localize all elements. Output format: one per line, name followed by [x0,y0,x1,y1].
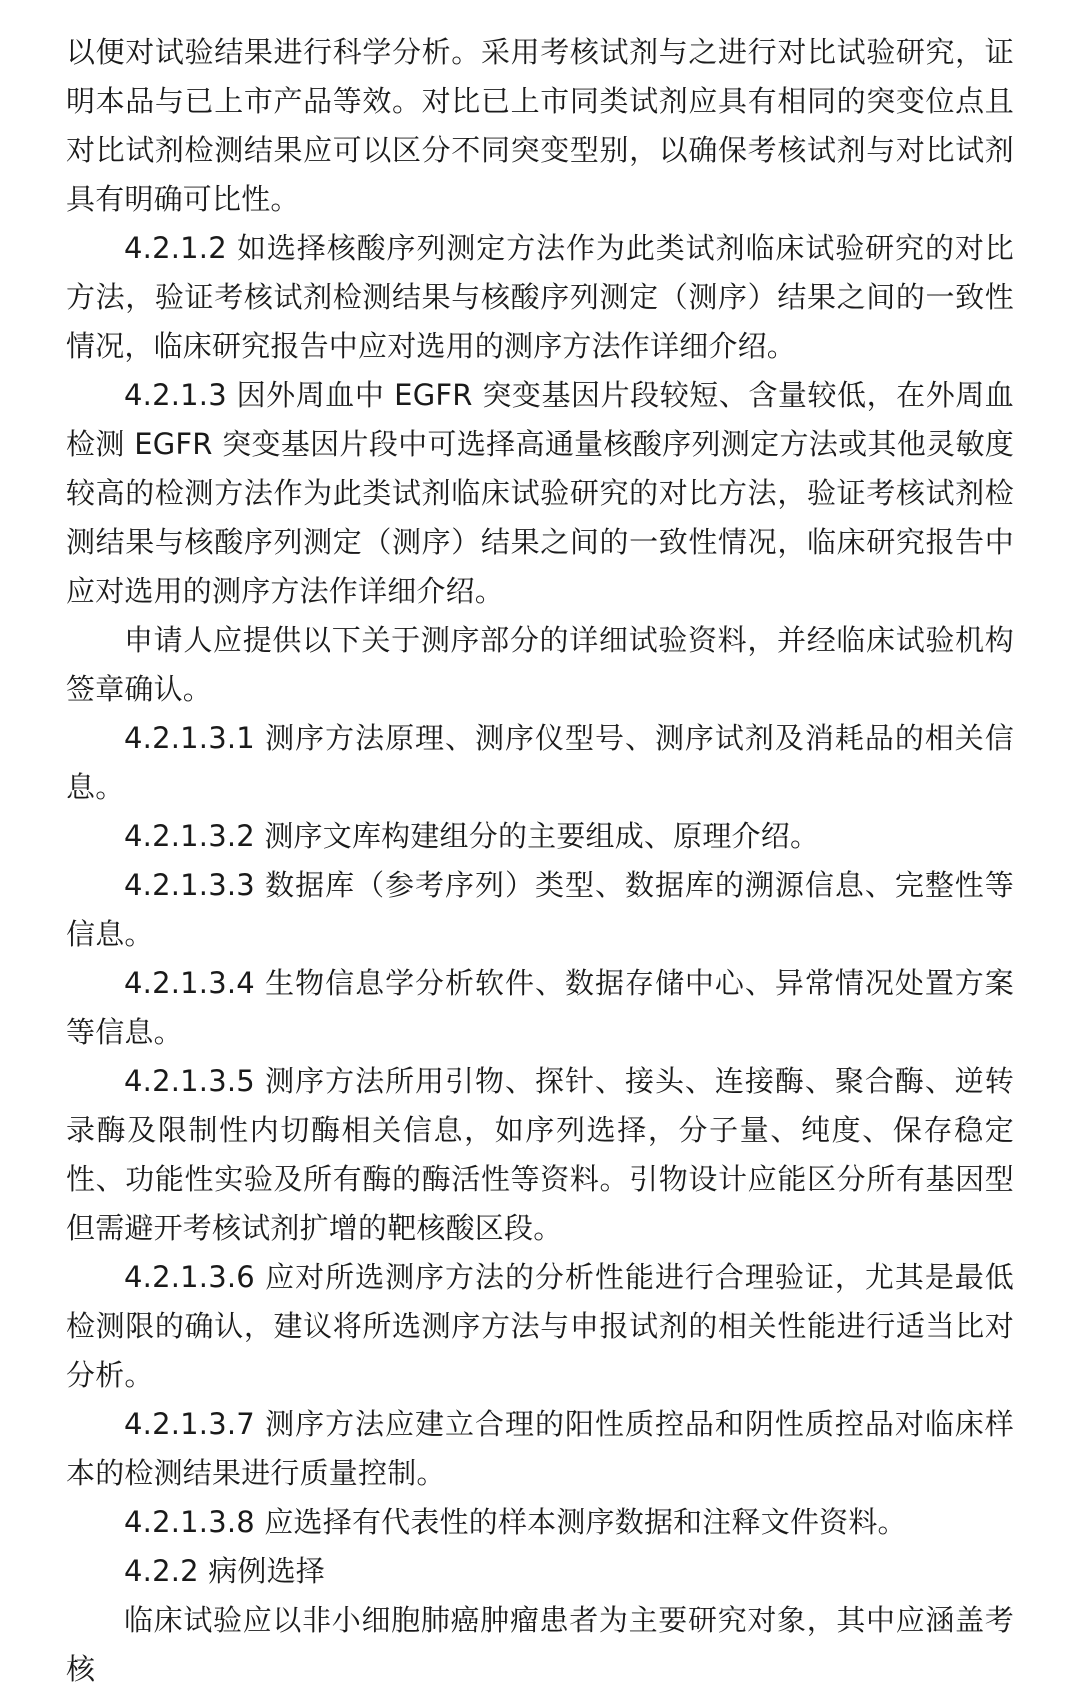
paragraph-4-2-1-3-1: 4.2.1.3.1 测序方法原理、测序仪型号、测序试剂及消耗品的相关信息。 [66,721,1014,804]
paragraph-4-2-1-3-7: 4.2.1.3.7 测序方法应建立合理的阳性质控品和阴性质控品对临床样本的检测结果进行质量控制。 [66,1407,1014,1490]
paragraph-4-2-1-3-5: 4.2.1.3.5 测序方法所用引物、探针、接头、连接酶、聚合酶、逆转录酶及限制性内切酶相关信息，如序列选择，分子量、纯度、保存稳定性、功能性实验及所有酶的酶活性等资料。引物设计应能区分所有基因型但需避开考核试剂扩增的靶核酸区段。 [66,1064,1014,1245]
document-page [66,28,1014,1694]
section-heading-4-2-2: 4.2.2 病例选择 [124,1554,326,1588]
paragraph-4-2-1-3-2: 4.2.1.3.2 测序文库构建组分的主要组成、原理介绍。 [124,819,820,853]
paragraph-4-2-1-3-8: 4.2.1.3.8 应选择有代表性的样本测序数据和注释文件资料。 [124,1505,907,1539]
paragraph-4-2-1-3-6: 4.2.1.3.6 应对所选测序方法的分析性能进行合理验证，尤其是最低检测限的确认，建议将所选测序方法与申报试剂的相关性能进行适当比对分析。 [66,1260,1014,1392]
paragraph-comparison-intro: 以便对试验结果进行科学分析。采用考核试剂与之进行对比试验研究，证明本品与已上市产品等效。对比已上市同类试剂应具有相同的突变位点且对比试剂检测结果应可以区分不同突变型别，以确保考核试剂与对比试剂具有明确可比性。 [66,35,1014,216]
paragraph-4-2-1-2: 4.2.1.2 如选择核酸序列测定方法作为此类试剂临床试验研究的对比方法，验证考核试剂检测结果与核酸序列测定（测序）结果之间的一致性情况，临床研究报告中应对选用的测序方法作详细介绍。 [66,231,1014,363]
paragraph-applicant-requirements: 申请人应提供以下关于测序部分的详细试验资料，并经临床试验机构签章确认。 [66,623,1014,706]
paragraph-4-2-1-3: 4.2.1.3 因外周血中 EGFR 突变基因片段较短、含量较低，在外周血检测 EGFR 突变基因片段中可选择高通量核酸序列测定方法或其他灵敏度较高的检测方法作为此类试剂临床试验研究的对比方法，验证考核试剂检测结果与核酸序列测定（测序）结果之间的一致性情况，临床研究报告中应对选用的测序方法作详细介绍。 [66,378,1014,608]
paragraph-case-selection: 临床试验应以非小细胞肺癌肿瘤患者为主要研究对象，其中应涵盖考核 [66,1603,1014,1686]
paragraph-4-2-1-3-3: 4.2.1.3.3 数据库（参考序列）类型、数据库的溯源信息、完整性等信息。 [66,868,1014,951]
paragraph-4-2-1-3-4: 4.2.1.3.4 生物信息学分析软件、数据存储中心、异常情况处置方案等信息。 [66,966,1014,1049]
